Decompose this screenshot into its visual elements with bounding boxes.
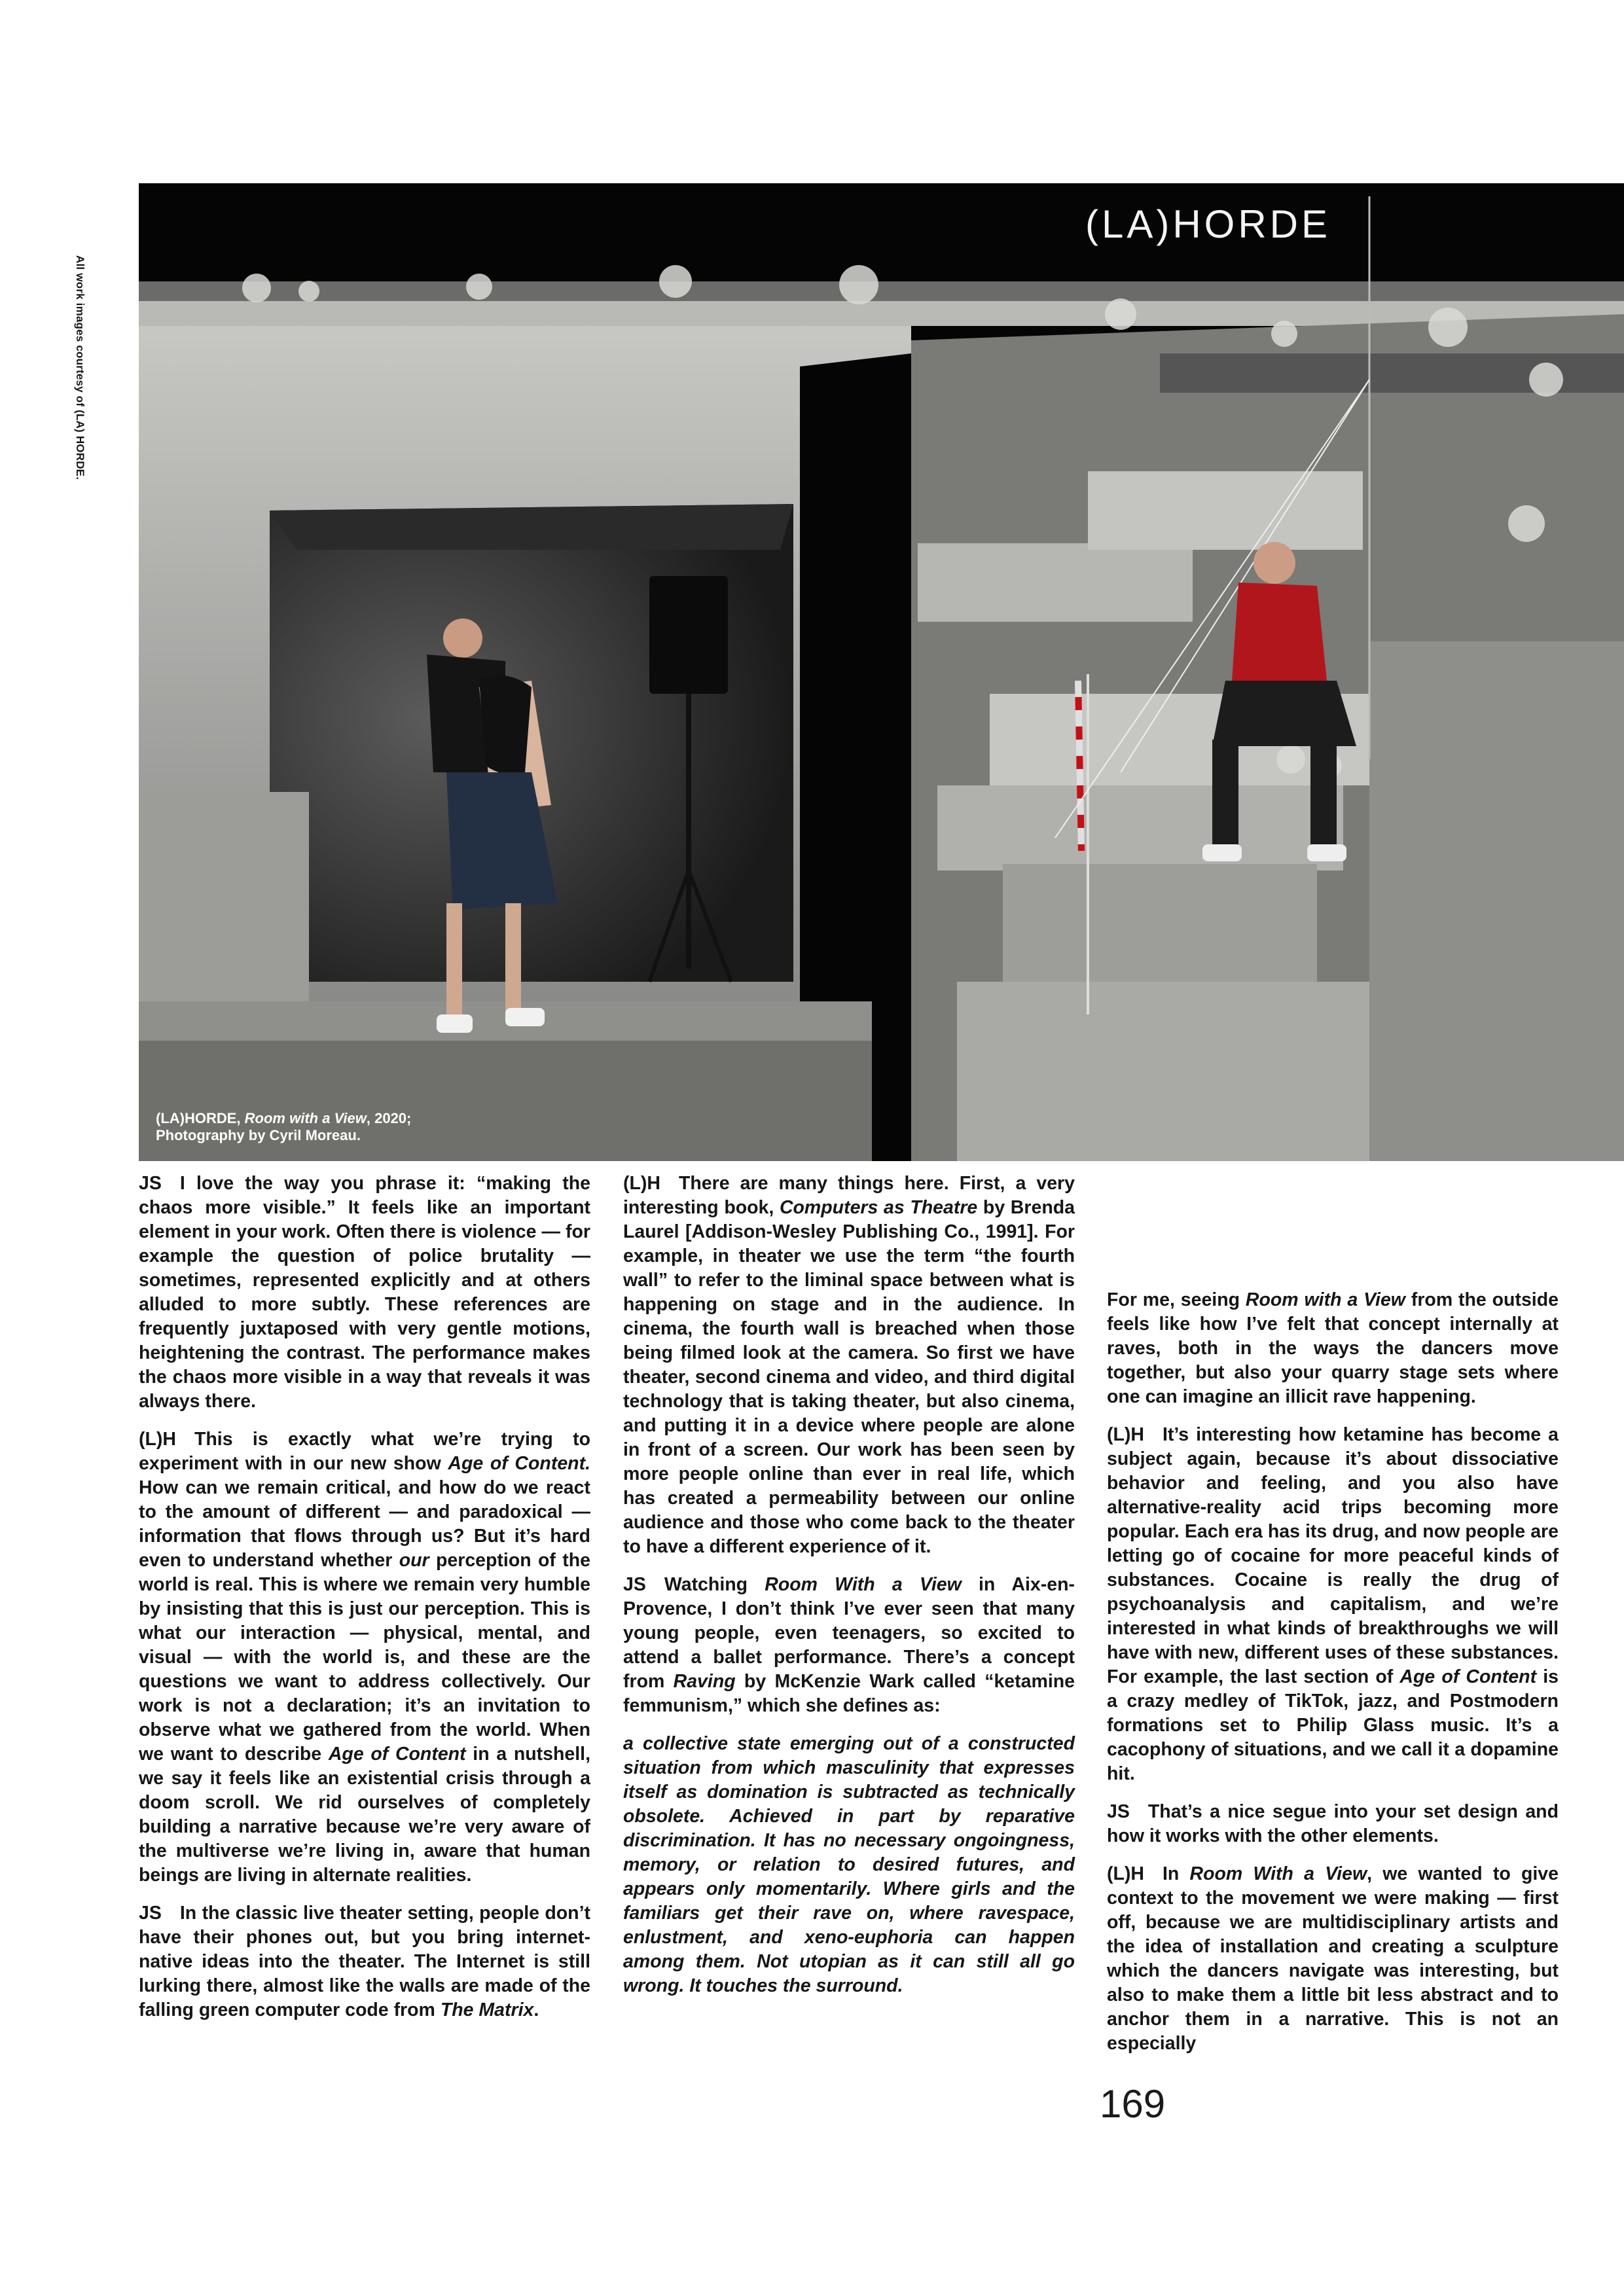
paragraph-text: How can we remain critical, and how do we react to the amount of different — and paradoxical — information that flows through us? But it’s hard even to understand whether (139, 1477, 590, 1571)
paragraph-text: from the outside feels like how I’ve felt that concept internally at raves, both in the ways the dancers move together, but also your quarry stage sets where one can imagine an illicit rave happening. (1107, 1289, 1559, 1407)
speaker-label: JS (1107, 1801, 1130, 1822)
speaker-label: JS (139, 1903, 162, 1924)
work-title: Room With a View (765, 1574, 962, 1595)
paragraph (1107, 1423, 1559, 1786)
paragraph-text: In the classic live theater setting, people don’t have their phones out, but you bring internet-native ideas into the theater. The Internet is still lurking there, almost like the walls are made of the falling green computer code from (139, 1903, 590, 2020)
emphasis: our (399, 1550, 429, 1571)
paragraph-text: There are many things here. First, a very interesting book, (623, 1173, 1075, 1218)
paragraph-text: by McKenzie Wark called “ketamine femmunism,” which she defines as: (623, 1671, 1075, 1716)
paragraph (139, 1427, 590, 1888)
quarry-stage-illustration (139, 183, 1624, 1161)
paragraph-text: For me, seeing (1107, 1289, 1246, 1310)
paragraph-text: , we wanted to give context to the movement we were making — first off, because we are multidisciplinary artists and the idea of installation and creating a sculpture which the dancers navigate was interesting, but also to make them a little bit less abstract and to anchor them in a narrative. This is not an especially (1107, 1863, 1559, 2054)
caption-work-title: Room with a View (244, 1110, 367, 1126)
page-number: 169 (1100, 2082, 1166, 2126)
paragraph-text: . (533, 2000, 539, 2020)
image-credit: All work images courtesy of (LA) HORDE. (74, 255, 86, 480)
paragraph-text: in Aix-en-Provence, I don’t think I’ve ever seen that many young people, even teenagers, so excited to attend a ballet performance. There’s a concept from (623, 1574, 1075, 1692)
paragraph (1107, 1288, 1559, 1409)
paragraph-text: In (1162, 1863, 1190, 1884)
speaker-label: JS (623, 1574, 646, 1595)
speaker-label: JS (139, 1173, 162, 1194)
speaker-label: (L)H (623, 1173, 660, 1194)
paragraph-text: I love the way you phrase it: “making the chaos more visible.” It feels like an important element in your work. Often there is violence — for example the question of police brutality — sometimes, represented explicitly and at others alluded to more subtly. These references are frequently juxtaposed with very gentle motions, heightening the contrast. The performance makes the chaos more visible in a way that reveals it was always there. (139, 1173, 590, 1412)
photo-caption (156, 1110, 411, 1144)
paragraph-text: is a crazy medley of TikTok, jazz, and Postmodern formations set to Philip Glass music. It’s a cacophony of situations, and we call it a dopamine hit. (1107, 1666, 1559, 1784)
caption-line-1 (156, 1110, 411, 1127)
paragraph-text: It’s interesting how ketamine has become a subject again, because it’s about dissociative behavior and feeling, and you also have alternative-reality acid trips becoming more popular. Each era has its drug, and now people are letting go of cocaine for more peaceful kinds of substances. Cocaine is really the drug of psychoanalysis and capitalism, and we’re interested in what kinds of breakthroughs we will have with new, different uses of these substances. For example, the last section of (1107, 1424, 1559, 1687)
paragraph (1107, 1862, 1559, 2056)
paragraph-text: in a nutshell, we say it feels like an existential crisis through a doom scroll. We rid ourselves of completely building a narrative because we’re very aware of the multiverse we’re living in, aware that human beings are living in alternate realities. (139, 1744, 591, 1886)
paragraph (1107, 1800, 1559, 1848)
speaker-label: (L)H (139, 1429, 176, 1450)
caption-artist: (LA)HORDE, (156, 1110, 245, 1126)
section-tag: (LA)HORDE (1085, 202, 1331, 246)
book-title: Raving (673, 1671, 736, 1692)
work-title: Age of Content (328, 1744, 466, 1765)
paragraph (623, 1573, 1075, 1718)
paragraph (623, 1172, 1075, 1559)
text-column-2 (623, 1172, 1075, 2012)
stage-photograph (139, 183, 1624, 1161)
text-column-3 (1107, 1288, 1559, 2070)
paragraph-text: by Brenda Laurel [Addison-Wesley Publishing Co., 1991]. For example, in theater we use the term “the fourth wall” to refer to the liminal space between what is happening on stage and in the audience. In cinema, the fourth wall is breached when those being filmed look at the camera. So first we have theater, second cinema and video, and third digital technology that is taking theater, but also cinema, and putting it in a device where people are alone in front of a screen. Our work has been seen by more people online than ever in real life, which has created a permeability between our online audience and those who come back to the theater to have a different experience of it. (623, 1197, 1075, 1557)
paragraph (139, 1172, 590, 1414)
block-quote: a collective state emerging out of a constructed situation from which masculinity that expresses itself as domination is subtracted as technically obsolete. Achieved in part by reparative discrimination. It has no necessary ongoingness, memory, or relation to desired futures, and appears only momentarily. Where girls and the familiars get their rave on, where ravespace, enlustment, and xeno-euphoria can happen among them. Not utopian as it can still all go wrong. It touches the surround. (623, 1733, 1075, 1996)
paragraph-text: This is exactly what we’re trying to experiment with in our new show (139, 1429, 590, 1474)
work-title: The Matrix (440, 2000, 534, 2020)
paragraph (139, 1901, 590, 2022)
work-title: Room With a View (1189, 1863, 1367, 1884)
paragraph-text: That’s a nice segue into your set design and how it works with the other elements. (1107, 1801, 1559, 1846)
paragraph-text: perception of the world is real. This is where we remain very humble by insisting that this is just our perception. This is what our interaction — physical, mental, and visual — with the world is, and these are the questions we want to address collectively. Our work is not a declaration; it’s an invitation to observe what we gathered from the world. When we want to describe (139, 1550, 591, 1765)
speaker-label: (L)H (1107, 1863, 1144, 1884)
speaker-label: (L)H (1107, 1424, 1144, 1445)
work-title: Room with a View (1245, 1289, 1405, 1310)
caption-photographer: Photography by Cyril Moreau. (156, 1127, 361, 1143)
work-title: Age of Content. (448, 1453, 590, 1474)
caption-year: , 2020; (366, 1110, 412, 1126)
text-column-1 (139, 1172, 590, 2036)
paragraph-text: Watching (664, 1574, 765, 1595)
book-title: Computers as Theatre (779, 1197, 978, 1218)
work-title: Age of Content (1399, 1666, 1537, 1687)
